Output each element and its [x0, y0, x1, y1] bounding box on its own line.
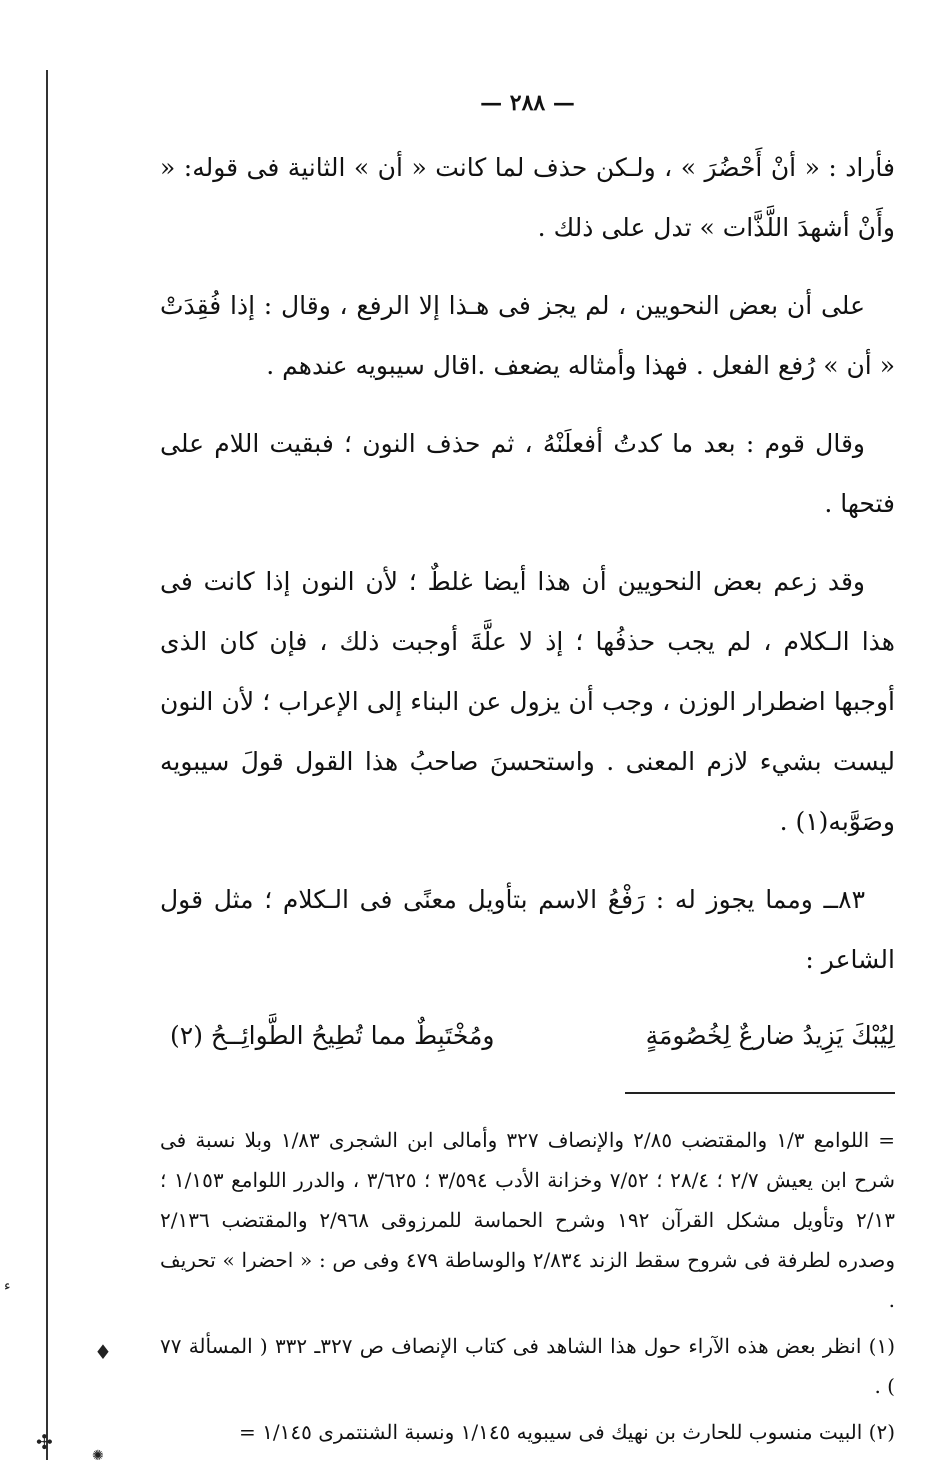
paragraph: فأراد : « أنْ أَحْضُرَ » ، ولـكن حذف لما كانت « أن » الثانية فى قوله: « وأَنْ أشهدَ اللَّذَّات » تدل على ذلك .	[160, 153, 895, 242]
paragraph: ٨٣ــ ومما يجوز له : رَفْعُ الاسم بتأويل معنًى فى الـكلام ؛ مثل قول الشاعر :	[160, 885, 895, 974]
scan-speck: ء	[4, 1278, 11, 1294]
book-page	[160, 90, 895, 1470]
footnote-separator	[625, 1092, 895, 1094]
poetry-verse	[160, 1008, 895, 1064]
scan-speck: ✣	[36, 1430, 53, 1454]
scan-speck: ♦	[94, 1340, 112, 1364]
page-gutter-line	[46, 70, 48, 1460]
page-number: — ٢٨٨ —	[480, 90, 575, 116]
footnote: (٢) البيت منسوب للحارث بن نهيك فى سيبويه ١/١٤٥ ونسبة الشنتمرى ١/١٤٥ =	[239, 1420, 895, 1444]
paragraph: وقد زعم بعض النحويين أن هذا أيضا غلطٌ ؛ لأن النون إذا كانت فى هذا الـكلام ، لم يجب حذفُها ؛ إذ لا علَّةَ أوجبت ذلك ، فإن كان الذى أوجبها اضطرار الوزن ، وجب أن يزول عن البناء إلى الإعراب ؛ لأن النون ليست بشيء لازم المعنى . واستحسنَ صاحبُ هذا القول قولَ سيبويه وصَوَّبه(١) .	[160, 567, 895, 836]
paragraph: على أن بعض النحويين ، لم يجز فى هـذا إلا الرفع ، وقال : إذا فُقِدَتْ « أن » رُفع الفعل . فهذا وأمثاله يضعف .اقال سيبويه عندهم .	[160, 291, 895, 380]
scan-speck: ✺	[92, 1448, 104, 1464]
footnote: = اللوامع ١/٣ والمقتضب ٢/٨٥ والإنصاف ٣٢٧ وأمالى ابن الشجرى ١/٨٣ وبلا نسبة فى شرح ابن يعيش ٢/٧ ؛ ٢٨/٤ ؛ ٧/٥٢ وخزانة الأدب ٣/٥٩٤ ؛ ٣/٦٢٥ ، والدرر اللوامع ١/١٥٣ ؛ ٢/١٣ وتأويل مشكل القرآن ١٩٢ وشرح الحماسة للمرزوقى ٢/٩٦٨ والمقتضب ٢/١٣٦ وصدره لطرفة فى شروح سقط الزند ٢/٨٣٤ والوساطة ٤٧٩ وفى ص : « احضرا » تحريف .	[160, 1128, 896, 1312]
verse-second-hemistich: ومُخْتَبِطٌ مما تُطِيحُ الطَّوائِــحُ (٢)	[170, 1021, 495, 1050]
verse-first-hemistich: لِيُبْكَ يَزِيدُ ضارعٌ لِخُصُومَةٍ	[645, 1021, 895, 1050]
footnote: (١) انظر بعض هذه الآراء حول هذا الشاهد فى كتاب الإنصاف ص ٣٢٧ـ ٣٣٢ ( المسألة ٧٧ ) .	[160, 1334, 896, 1398]
paragraph: وقال قوم : بعد ما كدتُ أفعلَنْهُ ، ثم حذف النون ؛ فبقيت اللام على فتحها .	[160, 429, 895, 518]
